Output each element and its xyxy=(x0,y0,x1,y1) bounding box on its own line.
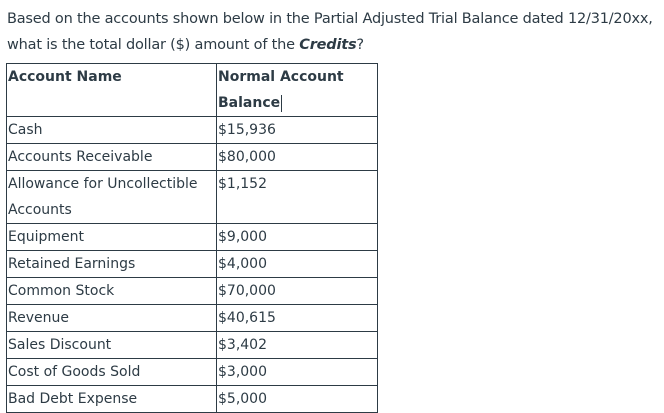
table-row xyxy=(7,251,378,278)
balance-cell: $3,000 xyxy=(217,359,378,386)
account-name-cell: Equipment xyxy=(7,224,217,251)
question-intro: Based on the accounts shown below in the Partial Adjusted Trial Balance dated 12/31/20xx, what is the total dollar ($) amount of the xyxy=(7,11,653,53)
question-emphasis: Credits xyxy=(299,37,357,53)
header-normal-balance xyxy=(217,64,378,117)
balance-cell: $4,000 xyxy=(217,251,378,278)
balance-cell: $80,000 xyxy=(217,144,378,171)
account-name-cell: Bad Debt Expense xyxy=(7,386,217,413)
table-row xyxy=(7,305,378,332)
table-row xyxy=(7,386,378,413)
table-row xyxy=(7,332,378,359)
account-name-cell: Cost of Goods Sold xyxy=(7,359,217,386)
balance-cell: $70,000 xyxy=(217,278,378,305)
balance-cell: $40,615 xyxy=(217,305,378,332)
balance-cell: $3,402 xyxy=(217,332,378,359)
balance-cell: $9,000 xyxy=(217,224,378,251)
account-name-cell: Common Stock xyxy=(7,278,217,305)
table-row xyxy=(7,171,378,224)
account-name-cell: Accounts Receivable xyxy=(7,144,217,171)
balance-cell: $15,936 xyxy=(217,117,378,144)
balance-cell: $5,000 xyxy=(217,386,378,413)
question-text xyxy=(7,6,659,58)
account-name-cell: Cash xyxy=(7,117,217,144)
table-row xyxy=(7,278,378,305)
balance-cell: $1,152 xyxy=(217,171,378,224)
table-row xyxy=(7,144,378,171)
text-cursor xyxy=(281,95,282,112)
header-account-name: Account Name xyxy=(7,64,217,117)
table-row xyxy=(7,359,378,386)
question-end: ? xyxy=(356,37,364,53)
account-name-cell: Revenue xyxy=(7,305,217,332)
header-normal-balance-label: Normal Account Balance xyxy=(218,69,344,111)
account-name-cell: Retained Earnings xyxy=(7,251,217,278)
account-name-cell: Allowance for Uncollectible Accounts xyxy=(7,171,217,224)
table-row xyxy=(7,117,378,144)
trial-balance-table xyxy=(6,63,378,413)
table-header-row xyxy=(7,64,378,117)
account-name-cell: Sales Discount xyxy=(7,332,217,359)
table-row xyxy=(7,224,378,251)
